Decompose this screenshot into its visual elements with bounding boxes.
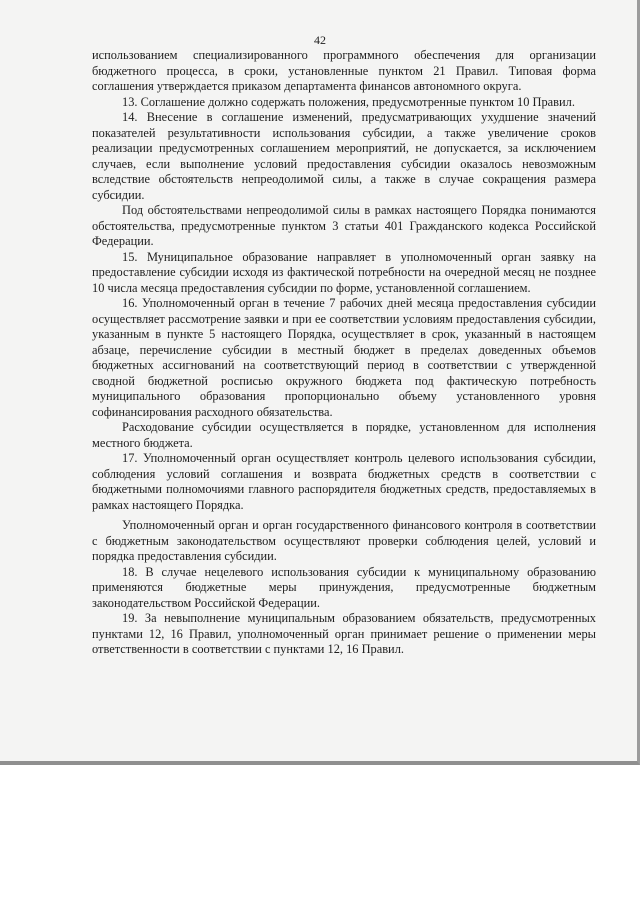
page-number: 42 <box>314 33 326 47</box>
paragraph-item-14: 14. Внесение в соглашение изменений, предусматривающих ухудшение значений показателей результативности использования субсидии, а также увеличение сроков реализации предусмотренных соглашением мероприятий, не допускается, за исключением случаев, если выполнение условий предоставления субсидии оказалось невозможным вследствие обстоятельств непреодолимой силы, а также в случае сокращения размера субсидии. <box>92 110 596 202</box>
paragraph-item-15: 15. Муниципальное образование направляет в уполномоченный орган заявку на предоставление субсидии исходя из фактической потребности на очередной месяц не позднее 10 числа месяца предоставления субсидии по форме, установленной соглашением. <box>92 249 596 295</box>
paragraph-continuation: использованием специализированного программного обеспечения для организации бюджетного процесса, в сроки, установленные пунктом 21 Правил. Типовая форма соглашения утверждается приказом департамента финансов автономного округа. <box>92 48 596 93</box>
paragraph-item-16: 16. Уполномоченный орган в течение 7 рабочих дней месяца предоставления субсидии осуществляет рассмотрение заявки и при ее соответствии условиям предоставления субсидии, указанным в пункте 5 настоящего Порядка, осуществляет в срок, указанный в настоящем абзаце, перечисление субсидии в местный бюджет в пределах доведенных объемов бюджетных ассигнований на соответствующий период в соответствии с утвержденной сводной бюджетной росписью окружного бюджета под фактическую потребность муниципального образования пропорционально объему установленного уровня софинансирования расходного обязательства. <box>92 296 596 419</box>
paragraph-item-18: 18. В случае нецелевого использования субсидии к муниципальному образованию применяются бюджетные меры принуждения, предусмотренные бюджетным законодательством Российской Федерации. <box>92 564 596 610</box>
paragraph-force-majeure: Под обстоятельствами непреодолимой силы в рамках настоящего Порядка понимаются обстоятельства, предусмотренные пунктом 3 статьи 401 Гражданского кодекса Российской Федерации. <box>92 203 596 248</box>
paragraph-item-17: 17. Уполномоченный орган осуществляет контроль целевого использования субсидии, соблюдения условий соглашения и возврата бюджетных средств в соответствии с бюджетными полномочиями главного распорядителя бюджетных средств, предоставляемых в рамках настоящего Порядка. <box>92 451 596 512</box>
paragraph-item-19: 19. За невыполнение муниципальным образованием обязательств, предусмотренных пунктами 12, 16 Правил, уполномоченный орган принимает решение о применении меры ответственности в соответствии с пунктами 12, 16 Правил. <box>92 611 596 656</box>
paragraph-spending: Расходование субсидии осуществляется в порядке, установленном для исполнения местного бюджета. <box>92 420 596 450</box>
paragraph-financial-control: Уполномоченный орган и орган государственного финансового контроля в соответствии с бюджетным законодательством осуществляют проверки соблюдения целей, условий и порядка предоставления субсидии. <box>92 518 596 563</box>
document-body <box>92 48 596 658</box>
paragraph-item-13: 13. Соглашение должно содержать положения, предусмотренные пунктом 10 Правил. <box>122 94 575 109</box>
